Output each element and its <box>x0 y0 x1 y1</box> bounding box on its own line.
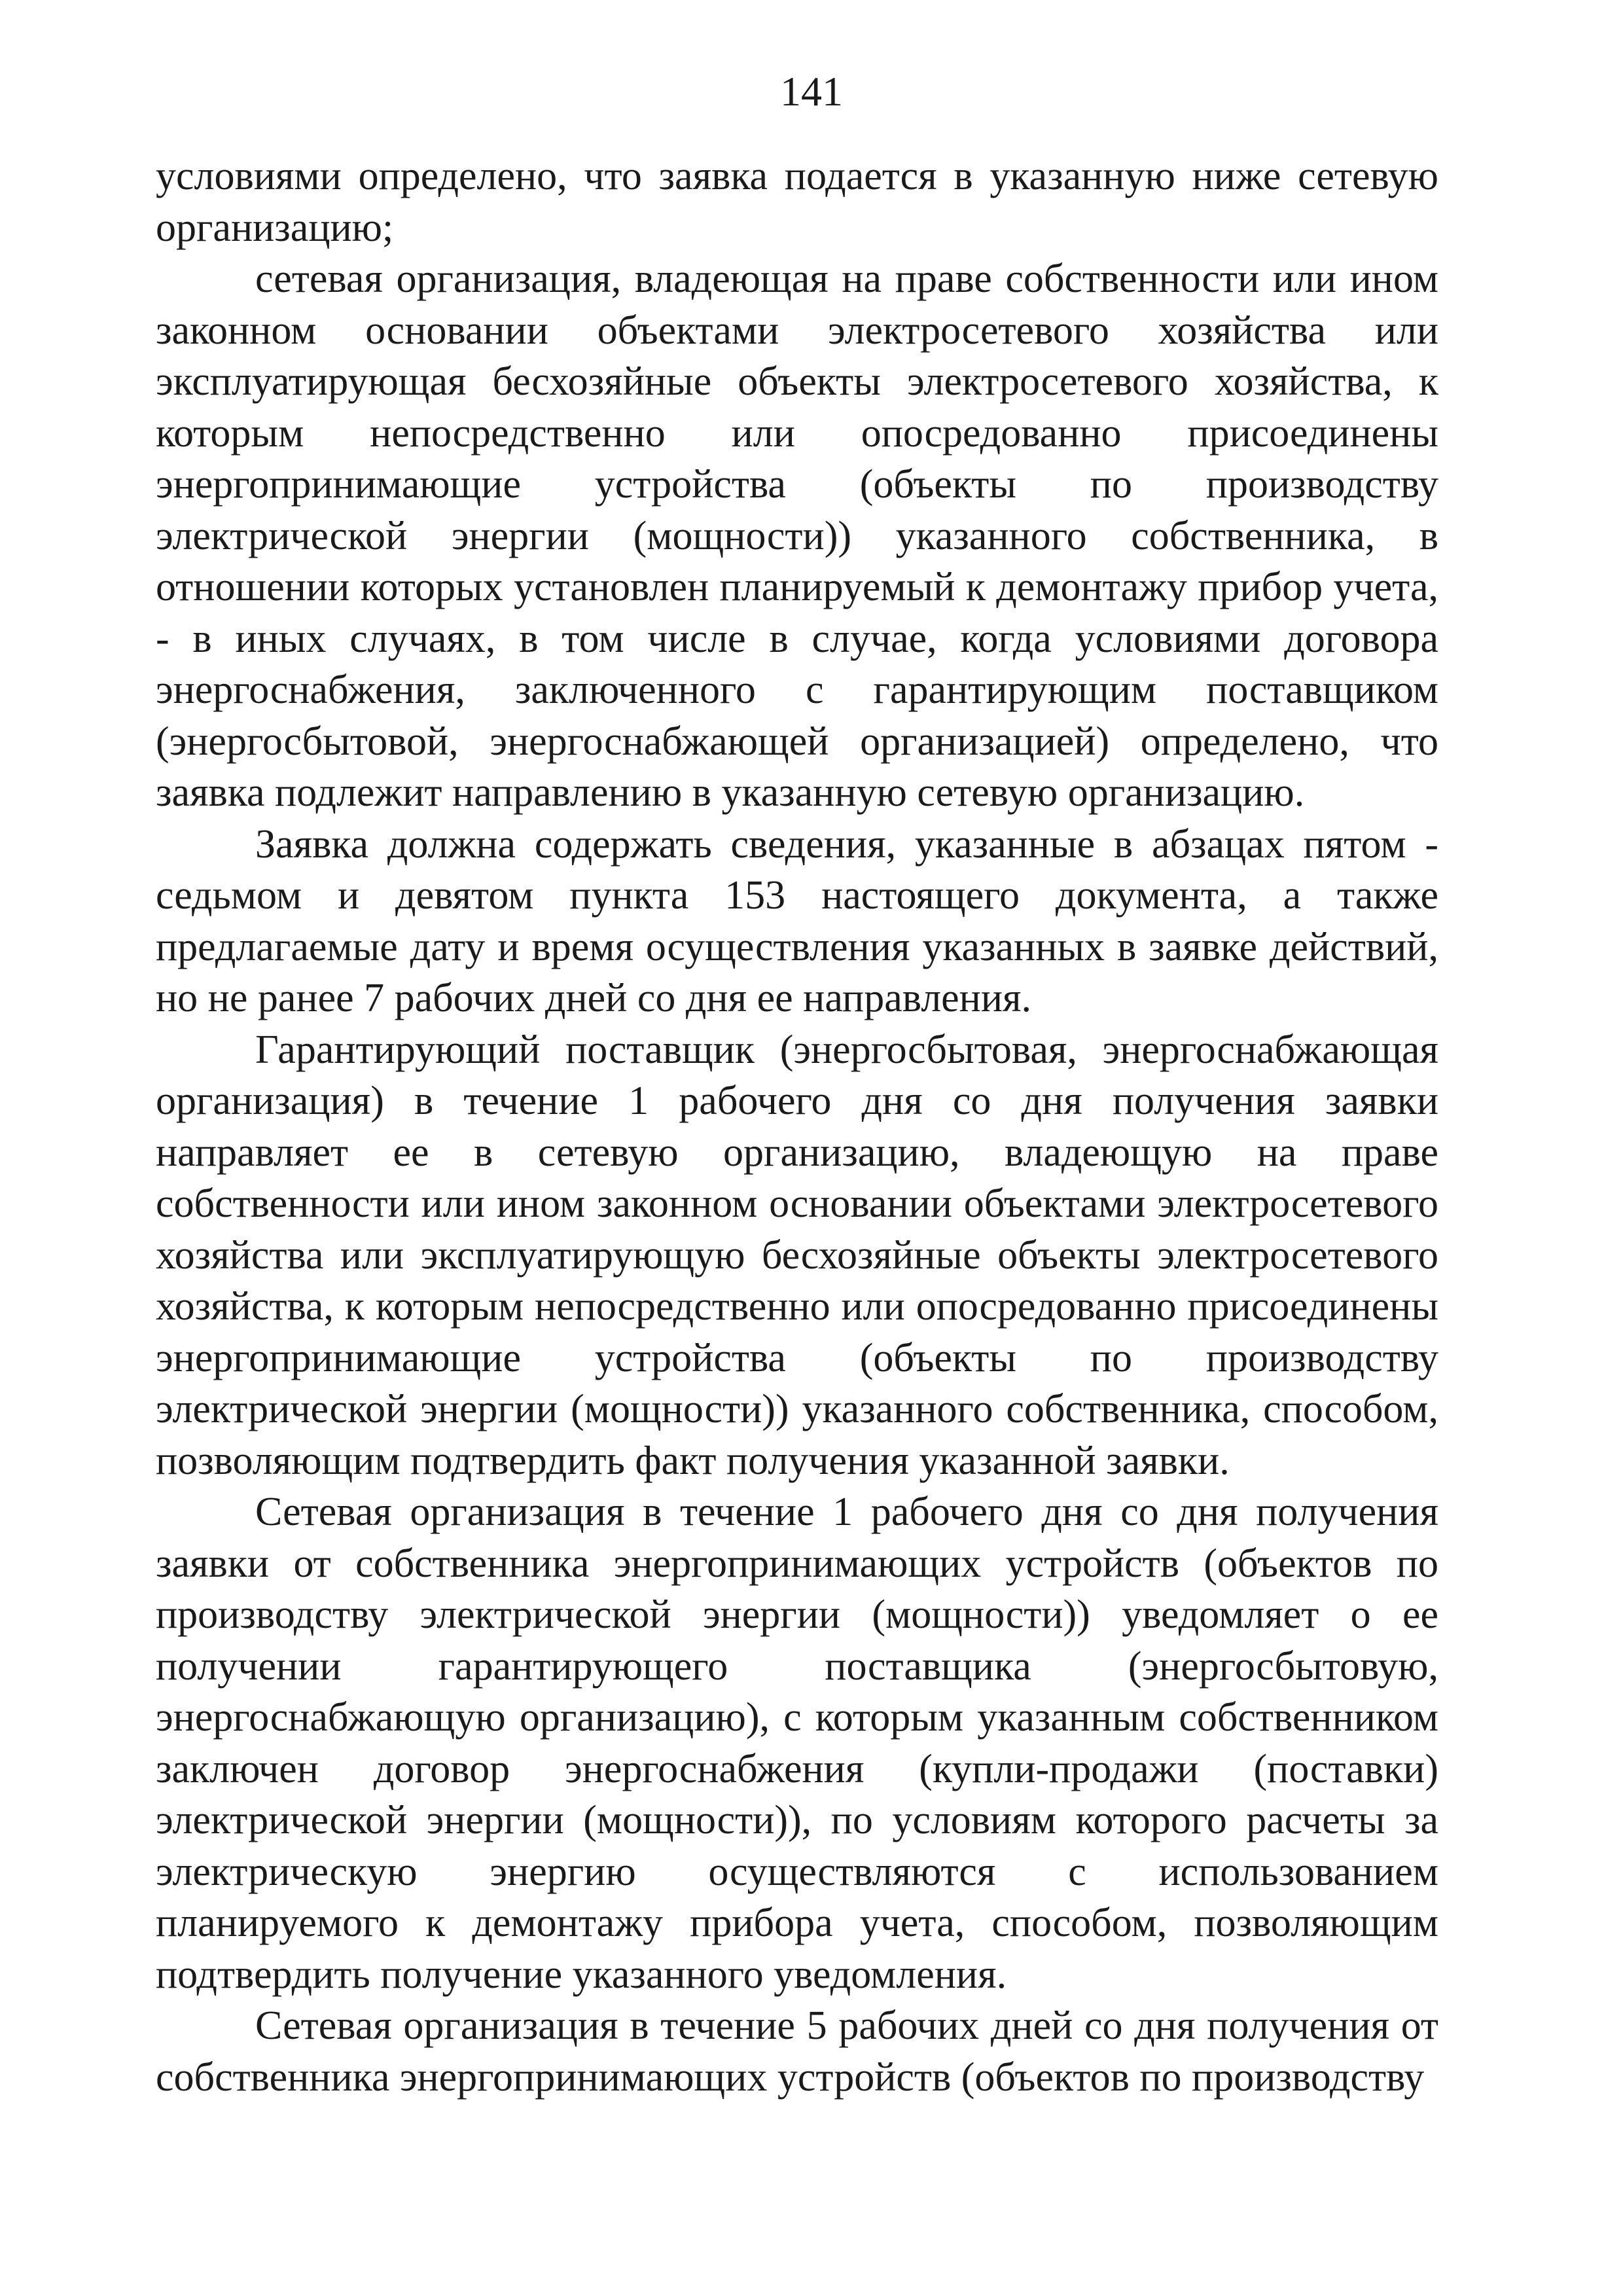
page-number: 141 <box>780 68 843 115</box>
paragraph-network-five-days: Сетевая организация в течение 5 рабочих дней со дня получения от собственника энергопринимающих устройств (объектов по производству <box>156 2003 1438 2100</box>
paragraph-supplier-forwarding: Гарантирующий поставщик (энергосбытовая, энергоснабжающая организация) в течение 1 рабочего дня со дня получения заявки направляет ее в сетевую организацию, владеющую на праве собственности или ином законном основании объектами электросетевого хозяйства или эксплуатирующую бесхозяйные объекты электросетевого хозяйства, к которым непосредственно или опосредованно присоединены энергопринимающие устройства (объекты по производству электрической энергии (мощности)) указанного собственника, способом, позволяющим подтвердить факт получения указанной заявки. <box>156 1027 1438 1483</box>
paragraph-network-notification: Сетевая организация в течение 1 рабочего дня со дня получения заявки от собственника энергопринимающих устройств (объектов по производству электрической энергии (мощности)) уведомляет о ее получении гарантирующего поставщика (энергосбытовую, энергоснабжающую организацию), с которым указанным собственником заключен договор энергоснабжения (купли-продажи (поставки) электрической энергии (мощности)), по условиям которого расчеты за электрическую энергию осуществляются с использованием планируемого к демонтажу прибора учета, способом, позволяющим подтвердить получение указанного уведомления. <box>156 1490 1438 1997</box>
paragraph-network-organization: сетевая организация, владеющая на праве собственности или ином законном основании объектами электросетевого хозяйства или эксплуатирующая бесхозяйные объекты электросетевого хозяйства, к которым непосредственно или опосредованно присоединены энергопринимающие устройства (объекты по производству электрической энергии (мощности)) указанного собственника, в отношении которых установлен планируемый к демонтажу прибор учета, - в иных случаях, в том числе в случае, когда условиями договора энергоснабжения, заключенного с гарантирующим поставщиком (энергосбытовой, энергоснабжающей организацией) определено, что заявка подлежит направлению в указанную сетевую организацию. <box>156 257 1438 815</box>
paragraph-continuation: условиями определено, что заявка подается в указанную ниже сетевую организацию; <box>156 154 1438 250</box>
paragraph-request-contents: Заявка должна содержать сведения, указанные в абзацах пятом - седьмом и девятом пункта 153 настоящего документа, а также предлагаемые дату и время осуществления указанных в заявке действий, но не ранее 7 рабочих дней со дня ее направления. <box>156 821 1438 1020</box>
document-body <box>156 151 1438 2103</box>
